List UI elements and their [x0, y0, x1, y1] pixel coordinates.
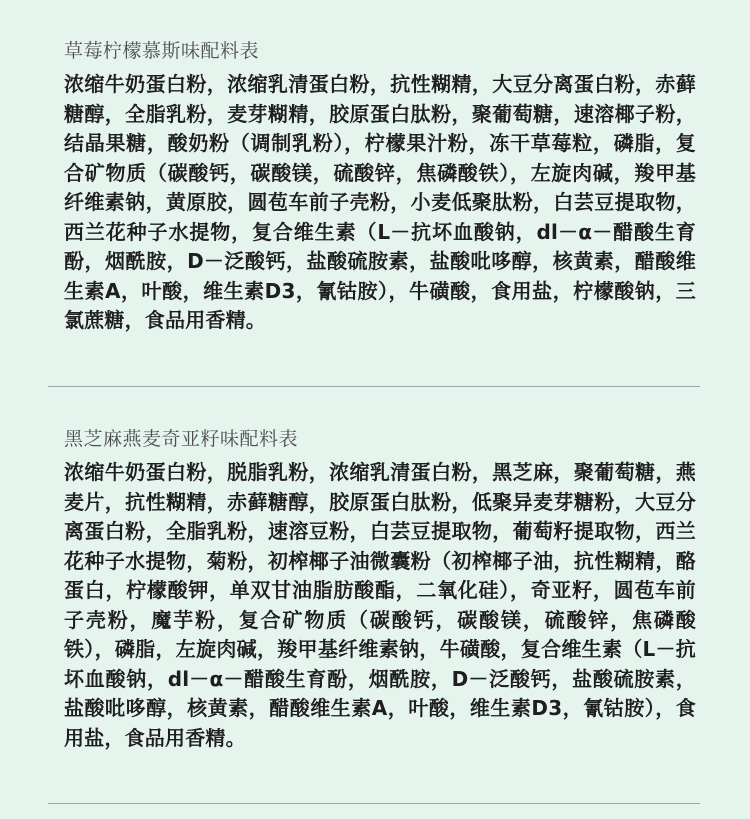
- section-title: 黑芝麻燕麦奇亚籽味配料表: [64, 428, 299, 450]
- ingredients-section-strawberry-lemon: [64, 36, 696, 336]
- section-title: 草莓柠檬慕斯味配料表: [64, 40, 260, 62]
- ingredients-text: 浓缩牛奶蛋白粉，脱脂乳粉，浓缩乳清蛋白粉，黑芝麻，聚葡萄糖，燕麦片，抗性糊精，赤藓糖醇，胶原蛋白肽粉，低聚异麦芽糖粉，大豆分离蛋白粉，全脂乳粉，速溶豆粉，白芸豆提取物，葡萄籽提取物，西兰花种子水提物，菊粉，初榨椰子油微囊粉（初榨椰子油，抗性糊精，酪蛋白，柠檬酸钾，单双甘油脂肪酸酯，二氧化硅），奇亚籽，圆苞车前子壳粉，魔芋粉，复合矿物质（碳酸钙，碳酸镁，硫酸锌，焦磷酸铁），磷脂，左旋肉碱，羧甲基纤维素钠，牛磺酸，复合维生素（L－抗坏血酸钠，dl－α－醋酸生育酚，烟酰胺，D－泛酸钙，盐酸硫胺素，盐酸吡哆醇，核黄素，醋酸维生素A，叶酸，维生素D3，氰钴胺），食用盐，食品用香精。: [64, 460, 696, 750]
- ingredients-section-black-sesame-oat: [64, 424, 696, 753]
- section-divider: [48, 803, 700, 804]
- section-divider: [48, 386, 700, 387]
- ingredients-text: 浓缩牛奶蛋白粉，浓缩乳清蛋白粉，抗性糊精，大豆分离蛋白粉，赤藓糖醇，全脂乳粉，麦芽糊精，胶原蛋白肽粉，聚葡萄糖，速溶椰子粉，结晶果糖，酸奶粉（调制乳粉），柠檬果汁粉，冻干草莓粒，磷脂，复合矿物质（碳酸钙，碳酸镁，硫酸锌，焦磷酸铁），左旋肉碱，羧甲基纤维素钠，黄原胶，圆苞车前子壳粉，小麦低聚肽粉，白芸豆提取物，西兰花种子水提物，复合维生素（L－抗坏血酸钠，dl－α－醋酸生育酚，烟酰胺，D－泛酸钙，盐酸硫胺素，盐酸吡哆醇，核黄素，醋酸维生素A，叶酸，维生素D3，氰钴胺），牛磺酸，食用盐，柠檬酸钠，三氯蔗糖，食品用香精。: [64, 72, 696, 332]
